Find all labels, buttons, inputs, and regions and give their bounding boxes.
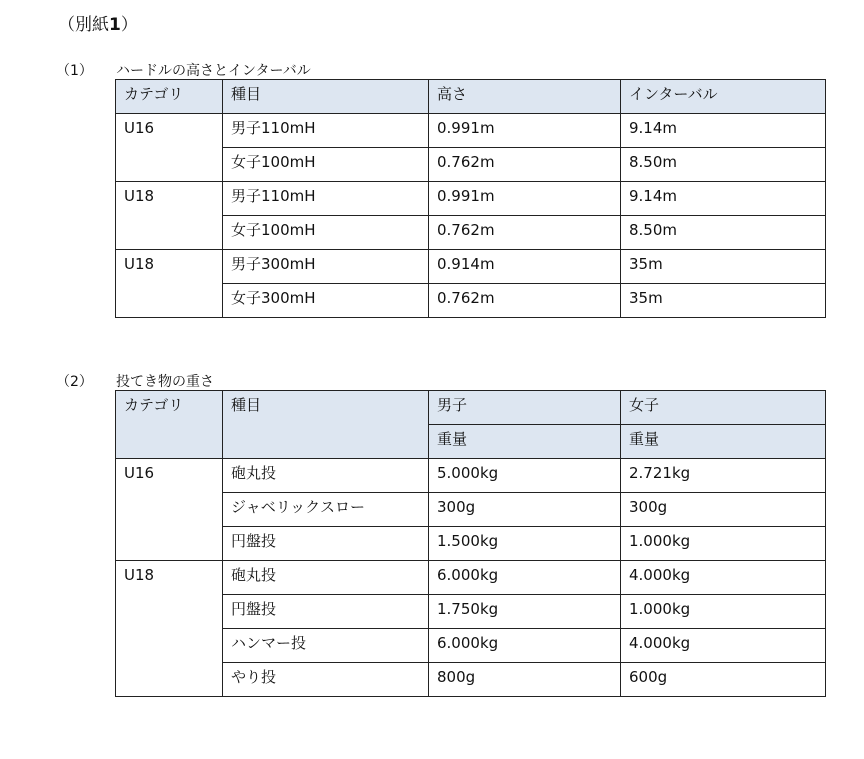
event-cell: やり投 (223, 663, 429, 697)
men-weight-cell: 1.750kg (429, 595, 621, 629)
header-men: 男子 (429, 391, 621, 425)
men-weight-cell: 1.500kg (429, 527, 621, 561)
table-row (116, 595, 826, 629)
header-event: 種目 (223, 391, 429, 459)
throwing-table (115, 390, 826, 697)
men-weight-cell: 300g (429, 493, 621, 527)
women-weight-cell: 1.000kg (621, 527, 826, 561)
table-row (116, 459, 826, 493)
women-weight-cell: 2.721kg (621, 459, 826, 493)
interval-cell: 8.50m (621, 148, 826, 182)
subheader-women-weight: 重量 (621, 425, 826, 459)
table-row (116, 527, 826, 561)
event-cell: 砲丸投 (223, 459, 429, 493)
interval-cell: 35m (621, 250, 826, 284)
event-cell: ジャベリックスロー (223, 493, 429, 527)
men-weight-cell: 5.000kg (429, 459, 621, 493)
table-row (116, 250, 826, 284)
header-women: 女子 (621, 391, 826, 425)
women-weight-cell: 300g (621, 493, 826, 527)
event-cell: 円盤投 (223, 527, 429, 561)
category-cell: U18 (116, 250, 223, 318)
subheader-men-weight: 重量 (429, 425, 621, 459)
interval-cell: 8.50m (621, 216, 826, 250)
table-row (116, 663, 826, 697)
women-weight-cell: 4.000kg (621, 561, 826, 595)
title-number: 1 (109, 15, 121, 35)
header-category: カテゴリ (116, 80, 223, 114)
women-weight-cell: 1.000kg (621, 595, 826, 629)
header-height: 高さ (429, 80, 621, 114)
women-weight-cell: 600g (621, 663, 826, 697)
category-cell: U16 (116, 459, 223, 561)
document-title (58, 10, 138, 35)
title-suffix: ） (120, 15, 138, 35)
event-cell: 男子300mH (223, 250, 429, 284)
event-cell: ハンマー投 (223, 629, 429, 663)
table-row (116, 182, 826, 216)
table-row (116, 216, 826, 250)
section2-number: （2） (56, 374, 93, 390)
table-header-row (116, 80, 826, 114)
section1-title: ハードルの高さとインターバル (116, 63, 311, 79)
height-cell: 0.762m (429, 216, 621, 250)
category-cell: U18 (116, 182, 223, 250)
height-cell: 0.762m (429, 148, 621, 182)
header-category: カテゴリ (116, 391, 223, 459)
event-cell: 女子300mH (223, 284, 429, 318)
men-weight-cell: 6.000kg (429, 561, 621, 595)
event-cell: 砲丸投 (223, 561, 429, 595)
section1-number: （1） (56, 63, 93, 79)
table-row (116, 148, 826, 182)
header-event: 種目 (223, 80, 429, 114)
interval-cell: 9.14m (621, 114, 826, 148)
category-cell: U16 (116, 114, 223, 182)
height-cell: 0.991m (429, 182, 621, 216)
event-cell: 女子100mH (223, 148, 429, 182)
interval-cell: 9.14m (621, 182, 826, 216)
men-weight-cell: 800g (429, 663, 621, 697)
title-prefix: （別紙 (58, 15, 109, 35)
women-weight-cell: 4.000kg (621, 629, 826, 663)
men-weight-cell: 6.000kg (429, 629, 621, 663)
table-row (116, 493, 826, 527)
header-interval: インターバル (621, 80, 826, 114)
height-cell: 0.762m (429, 284, 621, 318)
category-cell: U18 (116, 561, 223, 697)
interval-cell: 35m (621, 284, 826, 318)
height-cell: 0.914m (429, 250, 621, 284)
event-cell: 男子110mH (223, 182, 429, 216)
table-row (116, 284, 826, 318)
table-row (116, 561, 826, 595)
event-cell: 女子100mH (223, 216, 429, 250)
event-cell: 男子110mH (223, 114, 429, 148)
event-cell: 円盤投 (223, 595, 429, 629)
table-row (116, 629, 826, 663)
hurdle-table (115, 79, 826, 318)
section2-title: 投てき物の重さ (116, 374, 214, 390)
table-row (116, 114, 826, 148)
table-header-row (116, 391, 826, 425)
height-cell: 0.991m (429, 114, 621, 148)
